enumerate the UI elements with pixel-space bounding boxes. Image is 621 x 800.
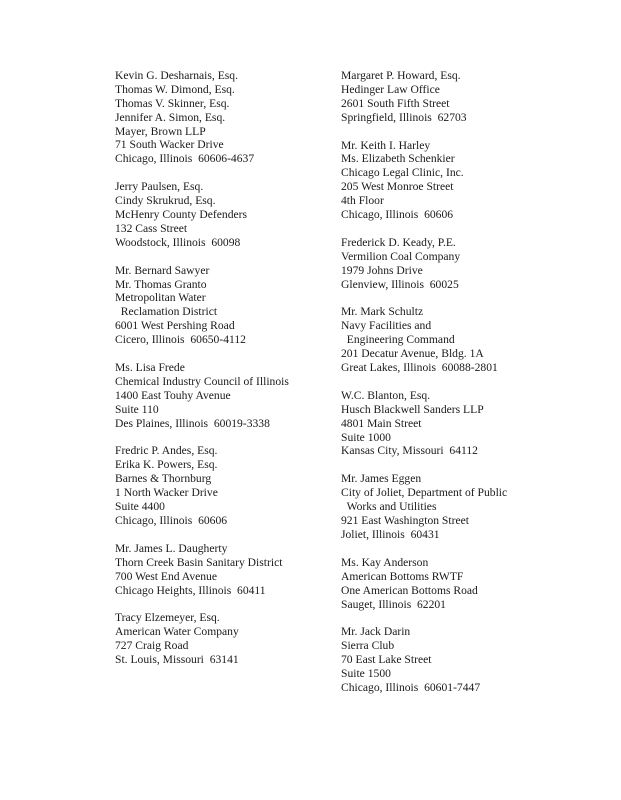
address-line: Frederick D. Keady, P.E. bbox=[341, 235, 456, 249]
address-block bbox=[115, 180, 325, 249]
address-block bbox=[115, 361, 325, 430]
address-line: Mr. Mark Schultz bbox=[341, 305, 424, 319]
address-line: Suite 1500 bbox=[341, 667, 391, 681]
address-line: Vermilion Coal Company bbox=[341, 249, 461, 263]
address-line: 132 Cass Street bbox=[115, 221, 188, 235]
address-line: Fredric P. Andes, Esq. bbox=[115, 444, 218, 458]
address-block bbox=[341, 139, 541, 222]
address-line: Joliet, Illinois 60431 bbox=[341, 527, 440, 541]
address-line: Thorn Creek Basin Sanitary District bbox=[115, 555, 283, 569]
address-line: Chicago, Illinois 60606 bbox=[341, 208, 454, 222]
address-line: 71 South Wacker Drive bbox=[115, 138, 224, 152]
address-line: Woodstock, Illinois 60098 bbox=[115, 235, 241, 249]
address-line: Mayer, Brown LLP bbox=[115, 124, 206, 138]
address-line: Suite 1000 bbox=[341, 430, 391, 444]
address-line: Mr. James Eggen bbox=[341, 472, 422, 486]
address-line: Glenview, Illinois 60025 bbox=[341, 277, 459, 291]
address-block bbox=[341, 625, 541, 694]
address-line: Engineering Command bbox=[341, 333, 455, 347]
address-line: St. Louis, Missouri 63141 bbox=[115, 653, 239, 667]
address-line: 201 Decatur Avenue, Bldg. 1A bbox=[341, 347, 484, 361]
address-line: Springfield, Illinois 62703 bbox=[341, 110, 467, 124]
address-line: McHenry County Defenders bbox=[115, 208, 248, 222]
address-block bbox=[341, 472, 541, 541]
address-block bbox=[115, 542, 325, 598]
address-line: Ms. Kay Anderson bbox=[341, 555, 429, 569]
address-line: 70 East Lake Street bbox=[341, 653, 432, 667]
address-line: Barnes & Thornburg bbox=[115, 472, 212, 486]
address-block bbox=[341, 69, 541, 125]
address-line: Jerry Paulsen, Esq. bbox=[115, 180, 204, 194]
address-line: One American Bottoms Road bbox=[341, 583, 478, 597]
left-address-column bbox=[115, 69, 325, 681]
address-line: 2601 South Fifth Street bbox=[341, 96, 450, 110]
address-line: Works and Utilities bbox=[341, 500, 437, 514]
address-line: Kevin G. Desharnais, Esq. bbox=[115, 69, 238, 82]
address-line: 727 Craig Road bbox=[115, 639, 189, 653]
address-line: Jennifer A. Simon, Esq. bbox=[115, 110, 226, 124]
address-line: Tracy Elzemeyer, Esq. bbox=[115, 611, 220, 625]
address-line: Thomas W. Dimond, Esq. bbox=[115, 82, 235, 96]
address-line: Ms. Elizabeth Schenkier bbox=[341, 152, 455, 166]
address-line: City of Joliet, Department of Public bbox=[341, 486, 508, 500]
address-line: Suite 4400 bbox=[115, 500, 165, 514]
address-line: 6001 West Pershing Road bbox=[115, 319, 235, 333]
address-block bbox=[341, 236, 541, 292]
address-line: Navy Facilities and bbox=[341, 319, 432, 333]
address-line: Chicago Heights, Illinois 60411 bbox=[115, 583, 266, 597]
address-line: American Water Company bbox=[115, 625, 239, 639]
right-address-column bbox=[341, 69, 541, 709]
address-line: Mr. Jack Darin bbox=[341, 625, 411, 639]
address-line: 205 West Monroe Street bbox=[341, 180, 454, 194]
address-line: Husch Blackwell Sanders LLP bbox=[341, 402, 484, 416]
address-line: Chicago, Illinois 60606-4637 bbox=[115, 152, 255, 166]
address-line: Margaret P. Howard, Esq. bbox=[341, 69, 461, 82]
address-line: Sierra Club bbox=[341, 639, 395, 653]
address-line: 1979 Johns Drive bbox=[341, 263, 423, 277]
address-line: W.C. Blanton, Esq. bbox=[341, 388, 431, 402]
address-line: Reclamation District bbox=[115, 305, 218, 319]
address-line: Chicago, Illinois 60601-7447 bbox=[341, 680, 481, 694]
address-line: Cindy Skrukrud, Esq. bbox=[115, 194, 216, 208]
address-line: Kansas City, Missouri 64112 bbox=[341, 444, 478, 458]
address-line: Mr. Bernard Sawyer bbox=[115, 263, 210, 277]
address-block bbox=[341, 305, 541, 374]
address-line: Des Plaines, Illinois 60019-3338 bbox=[115, 416, 270, 430]
address-line: Hedinger Law Office bbox=[341, 82, 440, 96]
address-line: American Bottoms RWTF bbox=[341, 569, 464, 583]
address-line: 4801 Main Street bbox=[341, 416, 422, 430]
address-line: 1 North Wacker Drive bbox=[115, 486, 218, 500]
address-line: Suite 110 bbox=[115, 402, 159, 416]
address-block bbox=[115, 444, 325, 527]
address-line: Mr. Keith I. Harley bbox=[341, 138, 431, 152]
address-line: Mr. James L. Daugherty bbox=[115, 541, 228, 555]
address-block bbox=[115, 264, 325, 347]
address-line: 921 East Washington Street bbox=[341, 514, 469, 528]
address-line: Mr. Thomas Granto bbox=[115, 277, 207, 291]
address-line: Erika K. Powers, Esq. bbox=[115, 458, 218, 472]
address-line: Cicero, Illinois 60650-4112 bbox=[115, 333, 246, 347]
address-block bbox=[341, 389, 541, 458]
address-line: Sauget, Illinois 62201 bbox=[341, 597, 446, 611]
address-line: Chemical Industry Council of Illinois bbox=[115, 374, 289, 388]
address-block bbox=[115, 611, 325, 667]
address-line: Chicago Legal Clinic, Inc. bbox=[341, 166, 464, 180]
address-line: Ms. Lisa Frede bbox=[115, 361, 185, 375]
address-line: Thomas V. Skinner, Esq. bbox=[115, 96, 230, 110]
address-line: 4th Floor bbox=[341, 194, 384, 208]
address-block bbox=[341, 556, 541, 612]
address-line: 700 West End Avenue bbox=[115, 569, 217, 583]
address-line: Metropolitan Water bbox=[115, 291, 206, 305]
address-line: Chicago, Illinois 60606 bbox=[115, 513, 228, 527]
address-line: 1400 East Touhy Avenue bbox=[115, 388, 231, 402]
address-block bbox=[115, 69, 325, 166]
address-line: Great Lakes, Illinois 60088-2801 bbox=[341, 361, 498, 375]
